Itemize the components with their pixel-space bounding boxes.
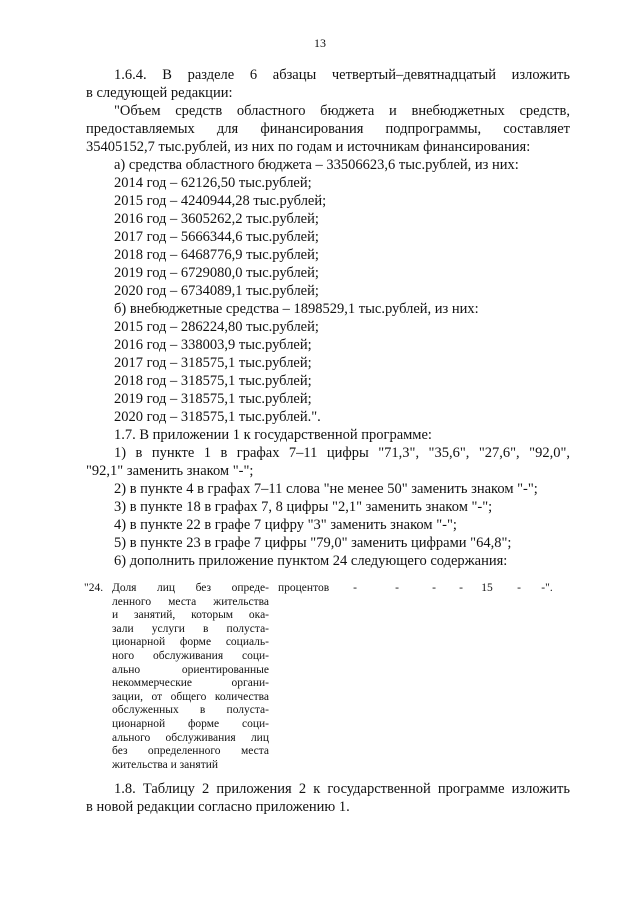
quote-line: 2016 год – 3605262,2 тыс.рублей;	[114, 211, 319, 227]
quote-line: 2017 год – 5666344,6 тыс.рублей;	[114, 229, 319, 245]
section-line: "92,1" заменить знаком "-";	[86, 463, 254, 479]
description-line: зации, от общего количества	[112, 690, 269, 703]
quote-line: 2016 год – 338003,9 тыс.рублей;	[114, 337, 312, 353]
indicator-description	[112, 582, 269, 772]
value-cell: -".	[541, 582, 553, 594]
quote-line: 2019 год – 6729080,0 тыс.рублей;	[114, 265, 319, 281]
value-cell: -	[432, 582, 436, 594]
intro-line: 1.6.4. В разделе 6 абзацы четвертый–девятнадцатый изложить	[114, 67, 570, 83]
section-line: 5) в пункте 23 в графе 7 цифры "79,0" заменить цифрами "64,8";	[114, 535, 512, 551]
value-cell: 15	[481, 582, 493, 594]
section-line: в новой редакции согласно приложению 1.	[86, 799, 350, 815]
description-line: без определенного места	[112, 745, 269, 758]
page-number: 13	[314, 36, 326, 50]
description-line: ленного места жительства	[112, 595, 269, 608]
description-line: ального обслуживания лиц	[112, 731, 269, 744]
description-line: зали услуги в полуста-	[112, 622, 269, 635]
section-line: 1) в пункте 1 в графах 7–11 цифры "71,3", "35,6", "27,6", "92,0",	[114, 445, 570, 461]
quote-line: 2018 год – 318575,1 тыс.рублей;	[114, 373, 312, 389]
section-line: 1.7. В приложении 1 к государственной программе:	[114, 427, 432, 443]
description-line: ного обслуживания соци-	[112, 649, 269, 662]
section-line: 3) в пункте 18 в графах 7, 8 цифры "2,1" заменить знаком "-";	[114, 499, 493, 515]
section-line: 6) дополнить приложение пунктом 24 следующего содержания:	[114, 553, 508, 569]
quote-line: 2017 год – 318575,1 тыс.рублей;	[114, 355, 312, 371]
description-line: Доля лиц без опреде-	[112, 582, 269, 594]
intro-line: в следующей редакции:	[86, 85, 233, 101]
quote-line: 2014 год – 62126,50 тыс.рублей;	[114, 175, 312, 191]
section-line: 2) в пункте 4 в графах 7–11 слова "не менее 50" заменить знаком "-";	[114, 481, 538, 497]
quote-line: 2020 год – 6734089,1 тыс.рублей;	[114, 283, 319, 299]
unit-of-measure: процентов	[278, 582, 330, 594]
section-line: 4) в пункте 22 в графе 7 цифру "3" заменить знаком "-";	[114, 517, 457, 533]
description-line: жительства и занятий	[112, 758, 219, 771]
quote-line: 35405152,7 тыс.рублей, из них по годам и источникам финансирования:	[86, 139, 531, 155]
description-line: некоммерческие органи-	[112, 677, 269, 690]
quote-line: "Объем средств областного бюджета и внебюджетных средств,	[114, 103, 570, 119]
description-line: ционарной форме социаль-	[112, 636, 269, 649]
description-line: ально ориентированные	[112, 663, 269, 676]
quote-line: 2018 год – 6468776,9 тыс.рублей;	[114, 247, 319, 263]
quote-line: б) внебюджетные средства – 1898529,1 тыс.рублей, из них:	[114, 301, 479, 317]
section-line: 1.8. Таблицу 2 приложения 2 к государственной программе изложить	[114, 781, 570, 797]
quote-line: предоставляемых для финансирования подпрограммы, составляет	[86, 121, 570, 137]
quote-line: 2020 год – 318575,1 тыс.рублей.".	[114, 409, 321, 425]
quote-line: 2015 год – 4240944,28 тыс.рублей;	[114, 193, 327, 209]
value-cell: -	[459, 582, 463, 594]
description-line: обслуженных в полуста-	[112, 704, 269, 717]
quote-line: 2015 год – 286224,80 тыс.рублей;	[114, 319, 319, 335]
quote-line: а) средства областного бюджета – 33506623,6 тыс.рублей, из них:	[114, 157, 519, 173]
description-line: ционарной форме соци-	[112, 717, 269, 730]
quote-line: 2019 год – 318575,1 тыс.рублей;	[114, 391, 312, 407]
value-cell: -	[395, 582, 399, 594]
value-cell: -	[517, 582, 521, 594]
row-number: "24.	[84, 582, 104, 594]
value-cell: -	[353, 582, 357, 594]
description-line: и занятий, которым ока-	[112, 609, 269, 622]
